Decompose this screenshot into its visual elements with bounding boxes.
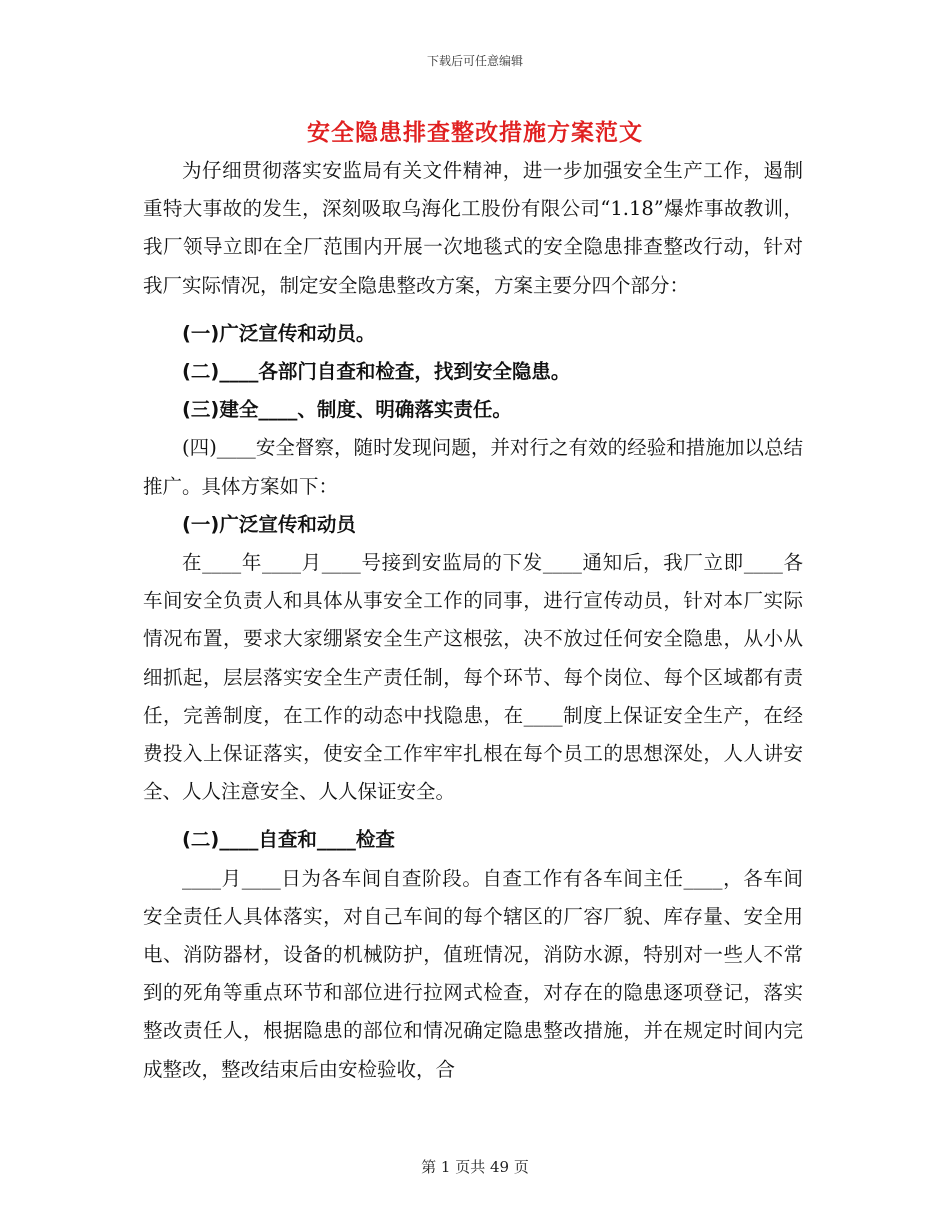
outline-item-3: (三)建全____、制度、明确落实责任。 [182, 398, 512, 422]
document-title: 安全隐患排查整改措施方案范文 [307, 119, 643, 146]
section-heading-1: (一)广泛宣传和动员 [182, 512, 356, 536]
intro-paragraph: 为仔细贯彻落实安监局有关文件精神，进一步加强安全生产工作，遏制重特大事故的发生，深刻吸取乌海化工股份有限公司“1.18”爆炸事故教训，我厂领导立即在全厂范围内开展一次地毯式的安全隐患排查整改行动，针对我厂实际情况，制定安全隐患整改方案，方案主要分四个部分： [143, 159, 803, 297]
outline-item-4: (四)____安全督察，随时发现问题，并对行之有效的经验和措施加以总结推广。具体方案如下： [143, 436, 803, 498]
document-body [143, 152, 803, 1089]
section-heading-2: (二)____自查和____检查 [182, 828, 395, 852]
section-2-paragraph: ____月____日为各车间自查阶段。自查工作有各车间主任____，各车间安全责任人具体落实，对自己车间的每个辖区的厂容厂貌、库存量、安全用电、消防器材，设备的机械防护，值班情况，消防水源，特别对一些人不常到的死角等重点环节和部位进行拉网式检查，对存在的隐患逐项登记，落实整改责任人，根据隐患的部位和情况确定隐患整改措施，并在规定时间内完成整改，整改结束后由安检验收，合 [143, 866, 803, 1081]
outline-item-2: (二)____各部门自查和检查，找到安全隐患。 [182, 360, 571, 384]
section-1-paragraph: 在____年____月____号接到安监局的下发____通知后，我厂立即____各车间安全负责人和具体从事安全工作的同事，进行宣传动员，针对本厂实际情况布置，要求大家绷紧安全生产这根弦，决不放过任何安全隐患，从小从细抓起，层层落实安全生产责任制，每个环节、每个岗位、每个区域都有责任，完善制度，在工作的动态中找隐患，在____制度上保证安全生产，在经费投入上保证落实，使安全工作牢牢扎根在每个员工的思想深处，人人讲安全、人人注意安全、人人保证安全。 [143, 551, 803, 804]
outline-item-1: (一)广泛宣传和动员。 [182, 321, 376, 345]
page-number-footer: 第 1 页共 49 页 [421, 1158, 529, 1176]
page-header-note: 下载后可任意编辑 [426, 54, 523, 68]
